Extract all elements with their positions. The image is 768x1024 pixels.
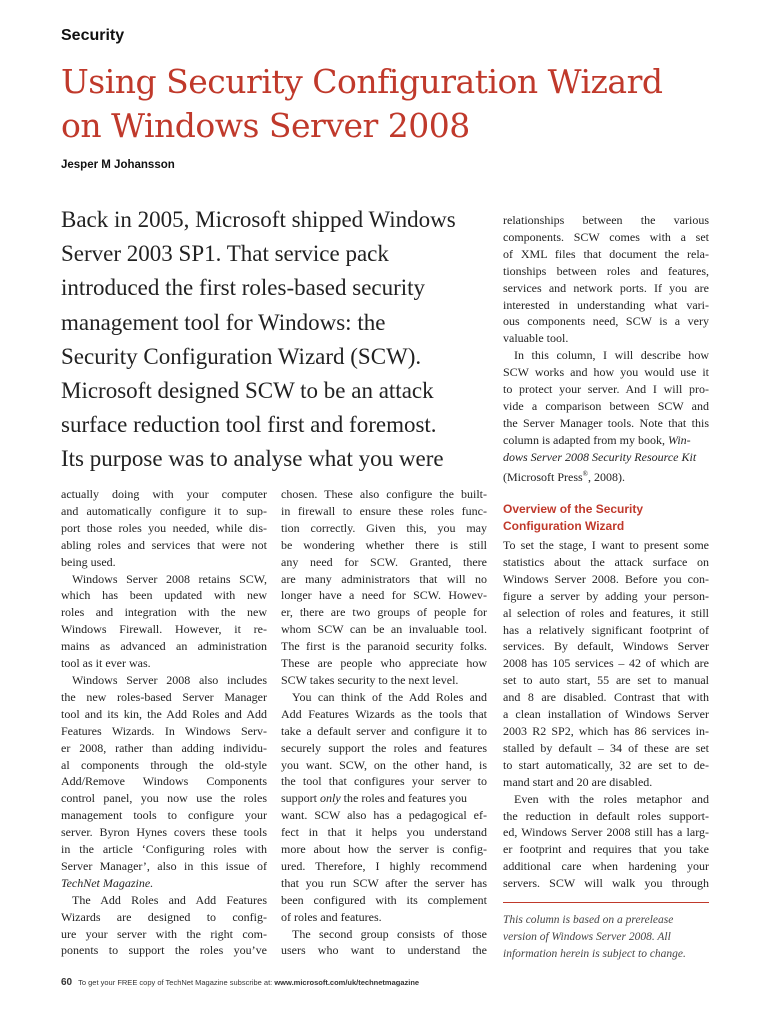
body-line xyxy=(503,432,709,449)
body-line: want. SCW also has a pedagogical ef- xyxy=(281,808,487,823)
note-line: This column is based on a prerelease xyxy=(503,914,674,926)
body-line: that you run SCW after the server has xyxy=(281,875,487,890)
body-line: Features Wizards. In Windows Serv- xyxy=(61,723,267,738)
note-divider xyxy=(503,902,709,903)
body-line: you want. SCW, on the other hand, is xyxy=(281,757,487,772)
note-line: information herein is subject to change. xyxy=(503,948,686,960)
body-line: components. SCW comes with a set xyxy=(503,229,709,244)
body-line: tion correctly. Given this, you may xyxy=(281,520,487,535)
body-line: mains as advanced an administration xyxy=(61,639,267,654)
body-line: actually doing with your computer xyxy=(61,487,267,501)
text-run: column is adapted from my book, xyxy=(503,432,668,447)
body-line: tionships between roles and features, xyxy=(503,263,709,278)
body-line: 2003 R2 SP2, which has 86 services in- xyxy=(503,723,709,738)
body-line: set to auto start, 55 are set to manual xyxy=(503,673,709,688)
body-line: fect in that it helps you understand xyxy=(281,825,487,840)
body-line: management tools to configure your xyxy=(61,808,267,823)
body-line: being used. xyxy=(61,554,116,569)
standfirst-line: Server 2003 SP1. That service pack xyxy=(61,241,389,267)
body-line: abling roles and services that were not xyxy=(61,537,267,552)
body-line: services. By default, Windows Server xyxy=(503,639,709,654)
body-line: to protect your server. And I will pro- xyxy=(503,382,709,397)
body-line xyxy=(281,790,487,807)
body-line: 2008 has 105 services – 42 of which are xyxy=(503,656,709,671)
body-line: The Add Roles and Add Features xyxy=(72,892,267,907)
body-line: er, there are two groups of people for xyxy=(281,605,487,620)
body-line: whom SCW can be an invaluable tool. xyxy=(281,622,487,637)
subheading xyxy=(503,501,709,535)
book-title-run: Win- xyxy=(667,432,691,447)
body-line: in firewall to ensure these roles func- xyxy=(281,503,487,518)
body-line: Server Manager’, also in this issue of xyxy=(61,858,267,873)
body-line: Add/Remove Windows Components xyxy=(61,774,267,789)
body-line xyxy=(503,466,709,486)
body-line: users who want to understand the xyxy=(281,943,487,958)
body-line: additional care when hardening your xyxy=(503,859,709,874)
body-line: Wizards are designed to config- xyxy=(61,909,267,924)
subscribe-url[interactable]: www.microsoft.com/uk/technetmagazine xyxy=(274,978,420,987)
body-line: er 2008, rather than adding individu- xyxy=(61,740,267,755)
body-line: Windows Server 2008 also includes xyxy=(72,672,267,687)
standfirst-line: introduced the first roles-based security xyxy=(61,275,426,301)
body-line: ure your server with the right com- xyxy=(61,926,267,941)
text-run: support xyxy=(281,791,320,806)
body-line: Add Features Wizards as the tools that xyxy=(281,706,487,721)
text-run: (Microsoft Press xyxy=(503,469,583,484)
subheading-line: Overview of the Security xyxy=(503,502,644,516)
body-line: the tool that configures your server to xyxy=(281,774,487,789)
body-column-2 xyxy=(281,486,487,959)
magazine-name: TechNet Magazine. xyxy=(61,875,154,890)
body-line: mand start and 20 are disabled. xyxy=(503,774,653,789)
body-line: take a default server and configure it to xyxy=(281,723,487,738)
body-line: a clean installation of Windows Server xyxy=(503,707,709,722)
page-number: 60 xyxy=(61,977,73,988)
body-line: er footprint and requires that you take xyxy=(503,842,709,857)
body-line: the Server Manager tools. Note that this xyxy=(503,415,709,430)
standfirst-line: Security Configuration Wizard (SCW). xyxy=(61,343,422,369)
body-line: roles and integration with the new xyxy=(61,605,267,620)
standfirst-line: management tool for Windows: the xyxy=(61,309,386,335)
body-line: server. Byron Hynes covers these tools xyxy=(61,825,267,840)
section-label: Security xyxy=(61,27,125,44)
body-line xyxy=(61,875,267,892)
body-line: stalled by default – 34 of these are set xyxy=(503,740,709,755)
body-line: of roles and features. xyxy=(281,909,382,924)
page-footer xyxy=(61,977,419,988)
emphasis-run: only xyxy=(320,791,341,806)
body-line: interested in understanding what vari- xyxy=(503,297,709,312)
body-line: servers. SCW will walk you through xyxy=(503,876,709,891)
title-line: on Windows Server 2008 xyxy=(61,106,470,145)
body-line: ponents to support the roles you’ve xyxy=(61,943,267,958)
body-line: be wondering whether there is still xyxy=(281,537,487,552)
subheading-line: Configuration Wizard xyxy=(503,519,625,533)
body-line: tool as it ever was. xyxy=(61,656,151,671)
body-line: control panel, you now use the roles xyxy=(61,791,267,806)
body-line: more about how the server is config- xyxy=(281,842,487,857)
body-line: services and network ports. If you are xyxy=(503,280,709,295)
body-line: chosen. These also configure the built- xyxy=(281,487,487,501)
standfirst-line: Back in 2005, Microsoft shipped Windows xyxy=(61,207,456,232)
body-column-3-continued xyxy=(503,537,709,892)
body-line: To set the stage, I want to present some xyxy=(503,538,709,552)
body-line: which has been updated with new xyxy=(61,588,267,603)
article-title xyxy=(61,60,721,148)
body-line xyxy=(503,449,709,466)
body-line: Windows Server 2008 retains SCW, xyxy=(72,571,267,586)
body-line: in the article ‘Configuring roles with xyxy=(61,842,267,857)
text-run: the roles and features you xyxy=(340,791,467,806)
registered-mark: ® xyxy=(582,469,588,478)
body-line: Even with the roles metaphor and xyxy=(514,791,709,806)
standfirst-line: surface reduction tool first and foremost. xyxy=(61,412,437,438)
body-line: valuable tool. xyxy=(503,331,569,346)
body-column-3 xyxy=(503,212,709,486)
body-line: These are people who appreciate how xyxy=(281,656,487,671)
body-line: tool and its kin, the Add Roles and Add xyxy=(61,706,267,721)
body-line: relationships between the various xyxy=(503,213,709,227)
standfirst-line: Its purpose was to analyse what you were xyxy=(61,446,444,472)
body-line: the new roles-based Server Manager xyxy=(61,689,267,704)
body-line: SCW takes security to the next level. xyxy=(281,672,459,687)
standfirst xyxy=(61,203,481,477)
title-line: Using Security Configuration Wizard xyxy=(61,62,663,101)
body-line: longer have a need for SCW. Howev- xyxy=(281,588,487,603)
body-line: of XML files that document the rela- xyxy=(503,246,709,261)
body-line: Windows Firewall. However, it re- xyxy=(61,622,267,637)
body-column-1 xyxy=(61,486,267,959)
body-line: figure a server by adding your person- xyxy=(503,588,709,603)
body-line: statistics about the attack surface on xyxy=(503,554,709,569)
prerelease-note xyxy=(503,912,709,963)
body-line: ured. Therefore, I highly recommend xyxy=(281,858,487,873)
note-line: version of Windows Server 2008. All xyxy=(503,931,671,943)
body-line: port those roles you needed, while dis- xyxy=(61,520,267,535)
body-line: In this column, I will describe how xyxy=(514,348,709,363)
body-line: the reduction in default roles support- xyxy=(503,808,709,823)
body-line: al selection of roles and features, it still xyxy=(503,605,709,620)
text-run: , 2008). xyxy=(588,469,625,484)
standfirst-line: Microsoft designed SCW to be an attack xyxy=(61,378,434,404)
body-line: You can think of the Add Roles and xyxy=(292,689,487,704)
body-line: are many administrators that will no xyxy=(281,571,487,586)
body-line: The first is the paranoid security folks. xyxy=(281,639,487,654)
body-line: been configured with its complement xyxy=(281,892,487,907)
body-line: securely support the roles and features xyxy=(281,740,487,755)
body-line: and automatically configure it to sup- xyxy=(61,503,267,518)
body-line: al components through the old-style xyxy=(61,757,267,772)
body-line: and 8 are disabled. Contrast that with xyxy=(503,690,709,705)
body-line: has a relatively significant footprint of xyxy=(503,622,709,637)
body-line: ed, Windows Server 2008 still has a larg- xyxy=(503,825,709,840)
body-line: to start automatically, 32 are set to de- xyxy=(503,757,709,772)
body-line: vide a comparison between SCW and xyxy=(503,398,709,413)
body-line: SCW works and how you would use it xyxy=(503,365,709,380)
author-byline: Jesper M Johansson xyxy=(61,159,175,171)
body-line: The second group consists of those xyxy=(292,926,487,941)
book-title-run: dows Server 2008 Security Resource Kit xyxy=(503,449,697,464)
footer-text: To get your FREE copy of TechNet Magazine subscribe at: xyxy=(78,978,275,987)
body-line: any need for SCW. Granted, there xyxy=(281,554,487,569)
body-line: Windows Server 2008. Before you con- xyxy=(503,571,709,586)
body-line: ous components need, SCW is a very xyxy=(503,314,709,329)
